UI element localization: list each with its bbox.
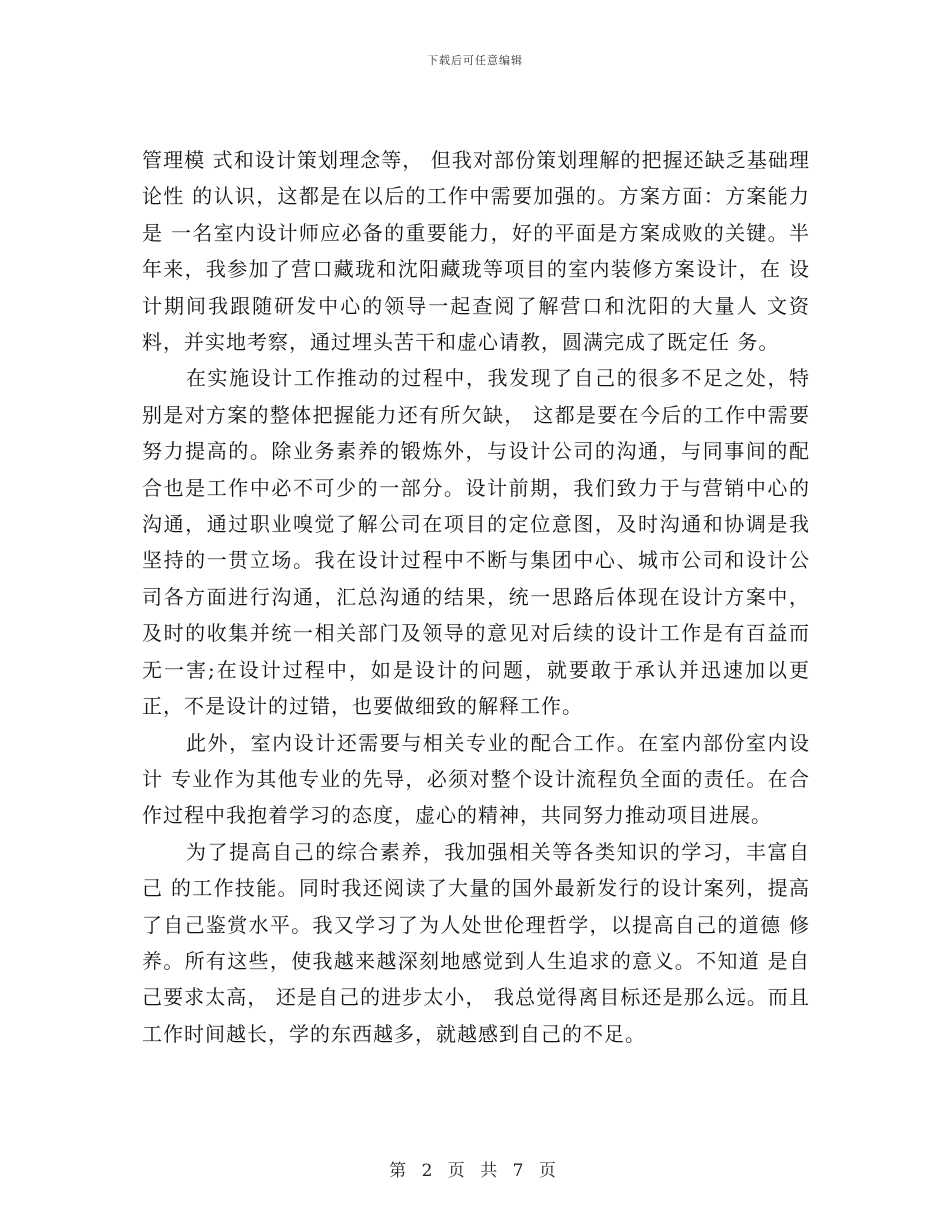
paragraph-2: 在实施设计工作推动的过程中，我发现了自己的很多不足之处，特别是对方案的整体把握能力还有所欠缺， 这都是要在今后的工作中需要努力提高的。除业务素养的锻炼外，与设计公司的沟通，与同事间的配合也是工作中必不可少的一部分。设计前期，我们致力于与营销中心的沟通，通过职业嗅觉了解公司在项目的定位意图，及时沟通和协调是我坚持的一贯立场。我在设计过程中不断与集团中心、城市公司和设计公司各方面进行沟通，汇总沟通的结果，统一思路后体现在设计方案中， 及时的收集并统一相关部门及领导的意见对后续的设计工作是有百益而无一害;在设计过程中，如是设计的问题，就要敢于承认并迅速加以更正，不是设计的过错，也要做细致的解释工作。 (142, 366, 810, 719)
page-header: 下载后可任意编辑 (427, 54, 523, 67)
document-body (142, 142, 810, 1052)
paragraph-4: 为了提高自己的综合素养，我加强相关等各类知识的学习，丰富自己 的工作技能。同时我还阅读了大量的国外最新发行的设计案列，提高 了自己鉴赏水平。我又学习了为人处世伦理哲学，以提高自己的道德 修养。所有这些，使我越来越深刻地感觉到人生追求的意义。不知道 是自己要求太高， 还是自己的进步太小， 我总觉得离目标还是那么远。而且工作时间越长，学的东西越多，就越感到自己的不足。 (142, 839, 810, 1046)
paragraph-3: 此外，室内设计还需要与相关专业的配合工作。在室内部份室内设计 专业作为其他专业的先导，必须对整个设计流程负全面的责任。在合 作过程中我抱着学习的态度，虚心的精神，共同努力推动项目进展。 (142, 730, 810, 828)
paragraph-1: 管理模 式和设计策划理念等， 但我对部份策划理解的把握还缺乏基础理论性 的认识，这都是在以后的工作中需要加强的。方案方面：方案能力是 一名室内设计师应必备的重要能力，好的平面是方案成败的关键。半 年来，我参加了营口藏珑和沈阳藏珑等项目的室内装修方案设计，在 设计期间我跟随研发中心的领导一起查阅了解营口和沈阳的大量人 文资料，并实地考察，通过埋头苦干和虚心请教，圆满完成了既定任 务。 (142, 148, 810, 355)
page-number-footer: 第 2 页 共 7 页 (389, 1161, 561, 1181)
